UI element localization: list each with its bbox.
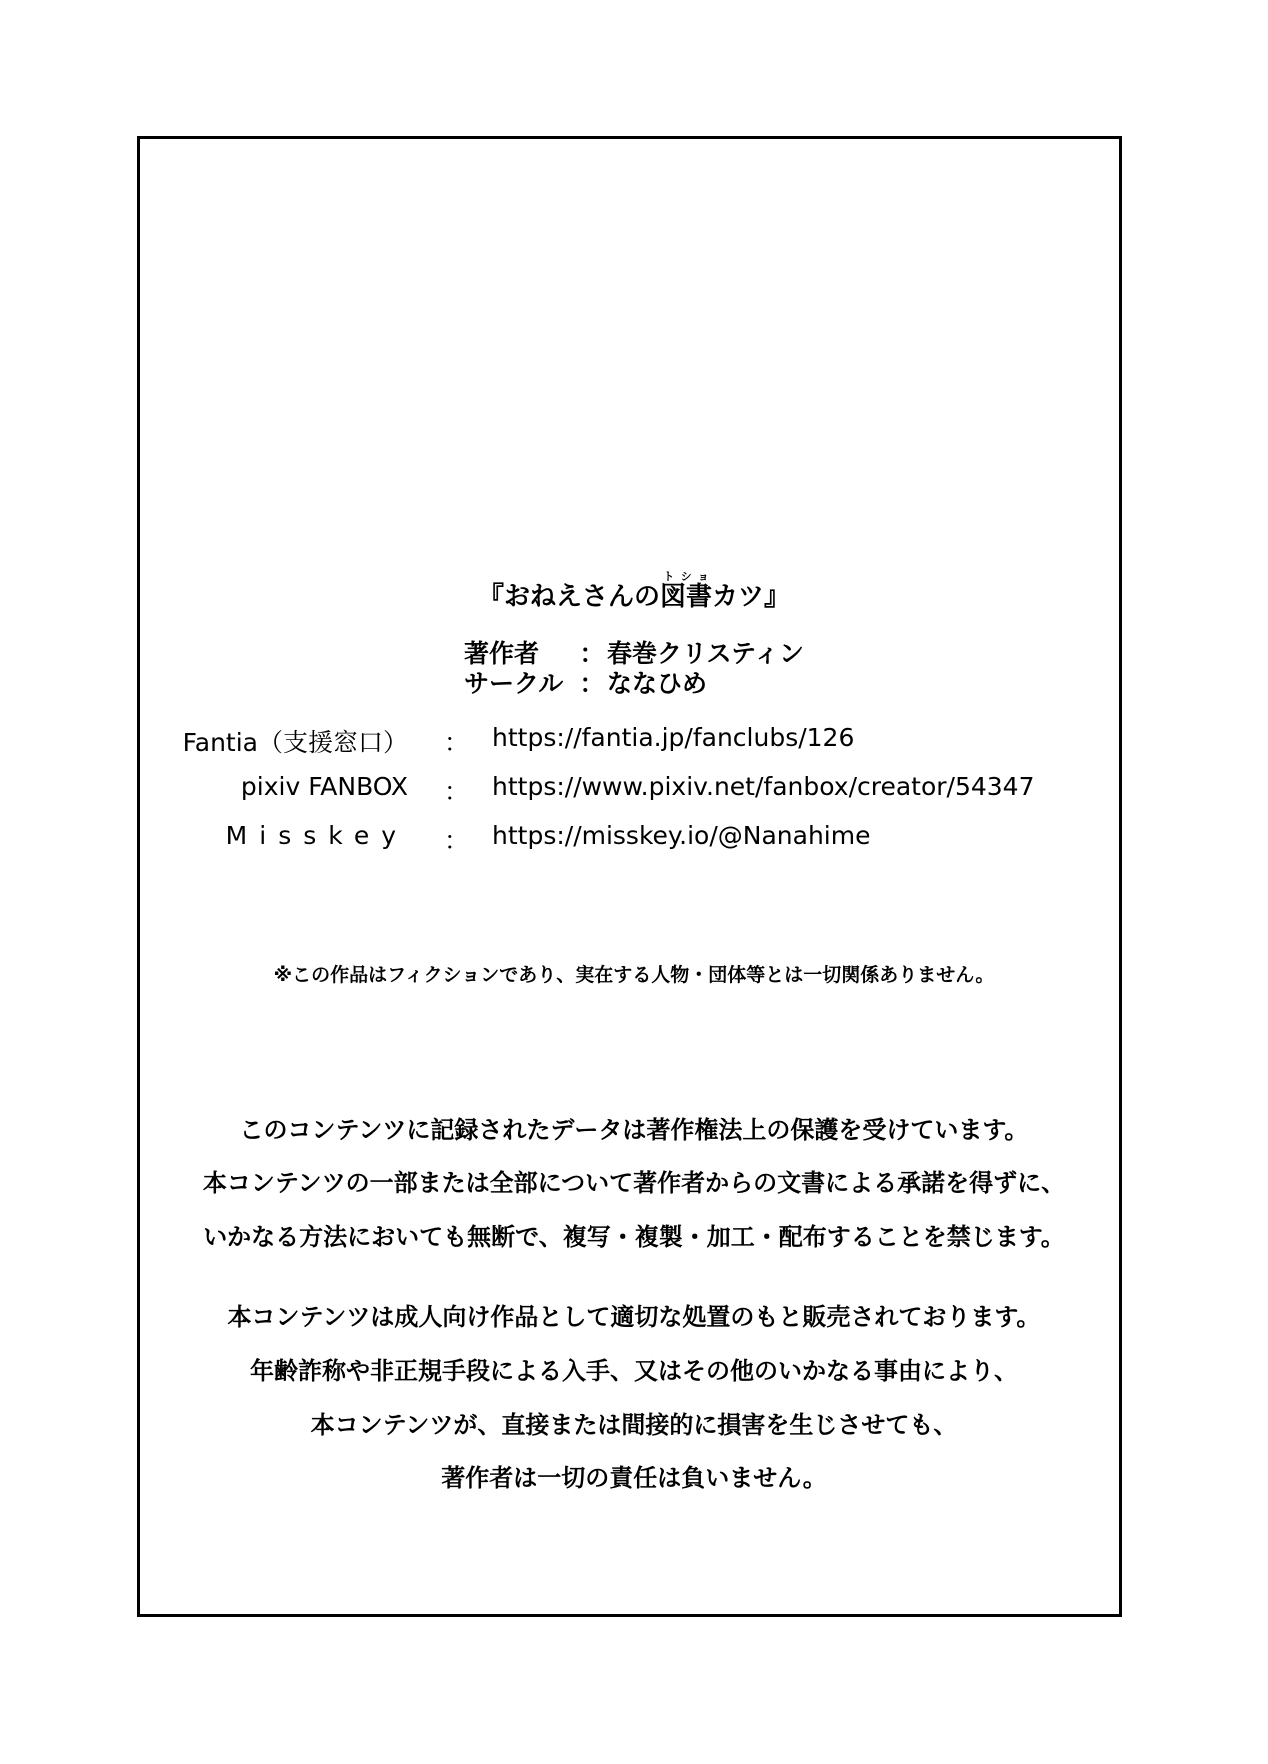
link-separator-misskey: ： <box>444 826 470 855</box>
credit-circle-label: サークル <box>464 669 564 698</box>
title-suffix: カツ』 <box>712 582 791 612</box>
credit-author-label: 著作者 <box>464 639 540 668</box>
link-url-fantia[interactable]: https://fantia.jp/fanclubs/126 <box>492 723 855 752</box>
title-ruby <box>659 570 712 612</box>
credit-circle-separator: ： <box>579 669 605 698</box>
link-url-misskey[interactable]: https://misskey.io/@Nanahime <box>492 821 871 850</box>
title-prefix: 『おねえさんの <box>477 582 660 612</box>
link-label-fanbox: pixiv FANBOX <box>240 772 408 801</box>
work-title <box>0 570 1268 613</box>
disclaimer-line: 著作者は一切の責任は負いません。 <box>441 1464 827 1492</box>
disclaimer-line: 本コンテンツは成人向け作品として適切な処置のもと販売されております。 <box>227 1303 1041 1331</box>
disclaimer-line: 年齢詐称や非正規手段による入手、又はその他のいかなる事由により、 <box>250 1357 1018 1385</box>
copyright-line: 本コンテンツの一部または全部について著作者からの文書による承諾を得ずに、 <box>202 1169 1066 1197</box>
link-label-fantia: Fantia（支援窓口） <box>182 728 408 757</box>
link-label-misskey: Misskey <box>225 821 408 850</box>
link-separator-fantia: ： <box>444 728 470 757</box>
disclaimer-line: 本コンテンツが、直接または間接的に損害を生じさせても、 <box>310 1411 958 1439</box>
title-ruby-base: 図書 <box>659 582 712 612</box>
page-border-frame <box>137 136 1122 1617</box>
copyright-line: いかなる方法においても無断で、複写・複製・加工・配布することを禁じます。 <box>203 1223 1065 1251</box>
copyright-line: このコンテンツに記録されたデータは著作権法上の保護を受けています。 <box>239 1116 1029 1144</box>
credit-author-separator: ： <box>579 639 605 668</box>
fiction-notice: ※この作品はフィクションであり、実在する人物・団体等とは一切関係ありません。 <box>273 964 995 986</box>
link-separator-fanbox: ： <box>444 777 470 806</box>
title-ruby-reading: トショ <box>659 570 712 583</box>
credit-circle-value: ななひめ <box>607 669 708 698</box>
link-url-fanbox[interactable]: https://www.pixiv.net/fanbox/creator/54347 <box>492 772 1035 801</box>
credit-circle-row <box>464 664 707 700</box>
credit-author-value: 春巻クリスティン <box>607 639 805 668</box>
